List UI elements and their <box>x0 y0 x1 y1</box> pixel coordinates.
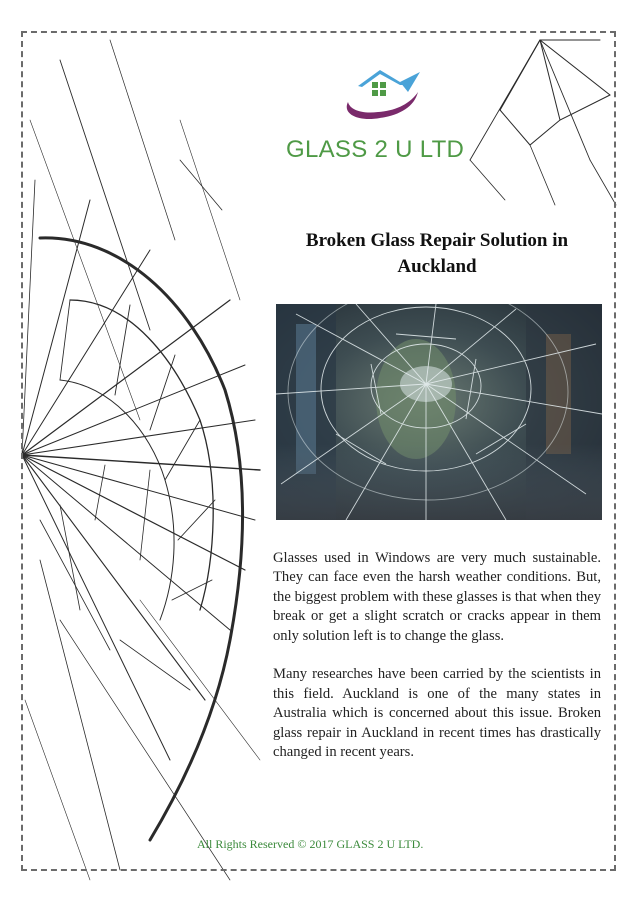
paragraph-2: Many researches have been carried by the scientists in this field. Auckland is one of the many states in Australia which is concerned about this issue. Broken glass repair in Auckland in recent times has drastically changed in recent years. <box>273 666 601 761</box>
footer-copyright: All Rights Reserved © 2017 GLASS 2 U LTD. <box>197 837 424 851</box>
paragraph-1: Glasses used in Windows are very much sustainable. They can face even the harsh weather conditions. But, the biggest problem with these glasses is that when they break or get a slight scratch or cracks appear in them only solution left is to change the glass. <box>273 550 601 644</box>
page-title-line-2: Auckland <box>397 256 477 277</box>
page-title-line-1: Broken Glass Repair Solution in <box>305 230 569 251</box>
company-name: GLASS 2 U LTD <box>286 136 465 163</box>
broken-glass-photo <box>276 304 602 520</box>
article-body <box>273 549 601 782</box>
page-title <box>272 228 602 280</box>
